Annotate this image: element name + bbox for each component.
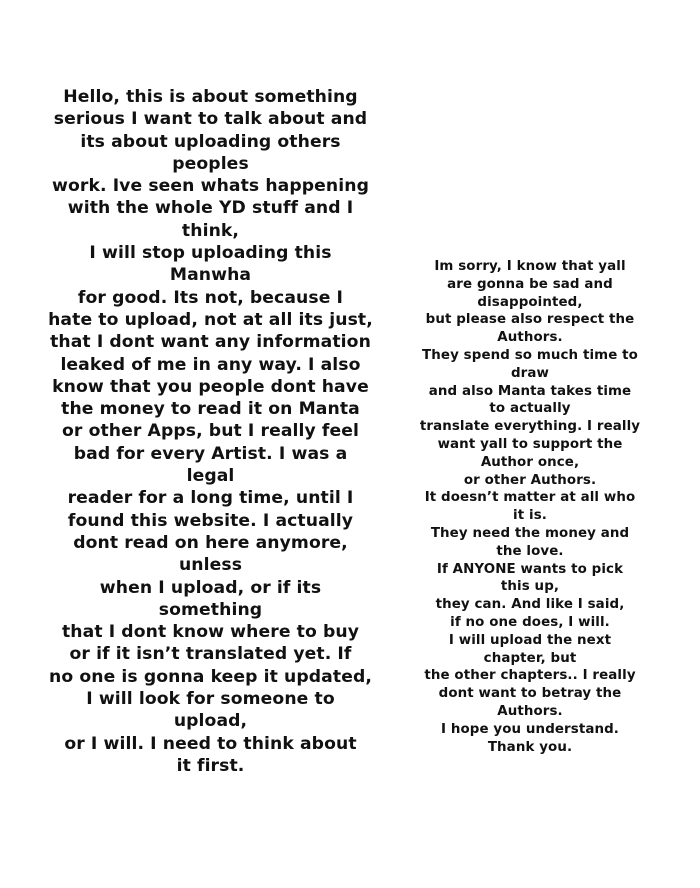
left-column-text: Hello, this is about something serious I want to talk about and its about uploading others peoples work. Ive seen whats happening with the whole YD stuff and I think, I will stop uploading this Manwha for good. Its not, because I hate to upload, not at all its just, that I dont want any information leaked of me in any way. I also know that you people dont have the money to read it on Manta or other Apps, but I really feel bad for every Artist. I was a legal reader for a long time, until I found this website. I actually dont read on here anymore, unless when I upload, or if its something that I dont know where to buy or if it isn’t translated yet. If no one is gonna keep it updated, I will look for someone to upload, or I will. I need to think about it first. bbox=[48, 87, 373, 776]
right-column-text: Im sorry, I know that yall are gonna be sad and disappointed, but please also respect the Authors. They spend so much time to draw and also Manta takes time to actually translate everything. I really want yall to support the Author once, or other Authors. It doesn’t matter at all who it is. They need the money and the love. If ANYONE wants to pick this up, they can. And like I said, if no one does, I will. I will upload the next chapter, but the other chapters.. I really dont want to betray the Authors. I hope you understand. Thank you. bbox=[419, 259, 641, 755]
